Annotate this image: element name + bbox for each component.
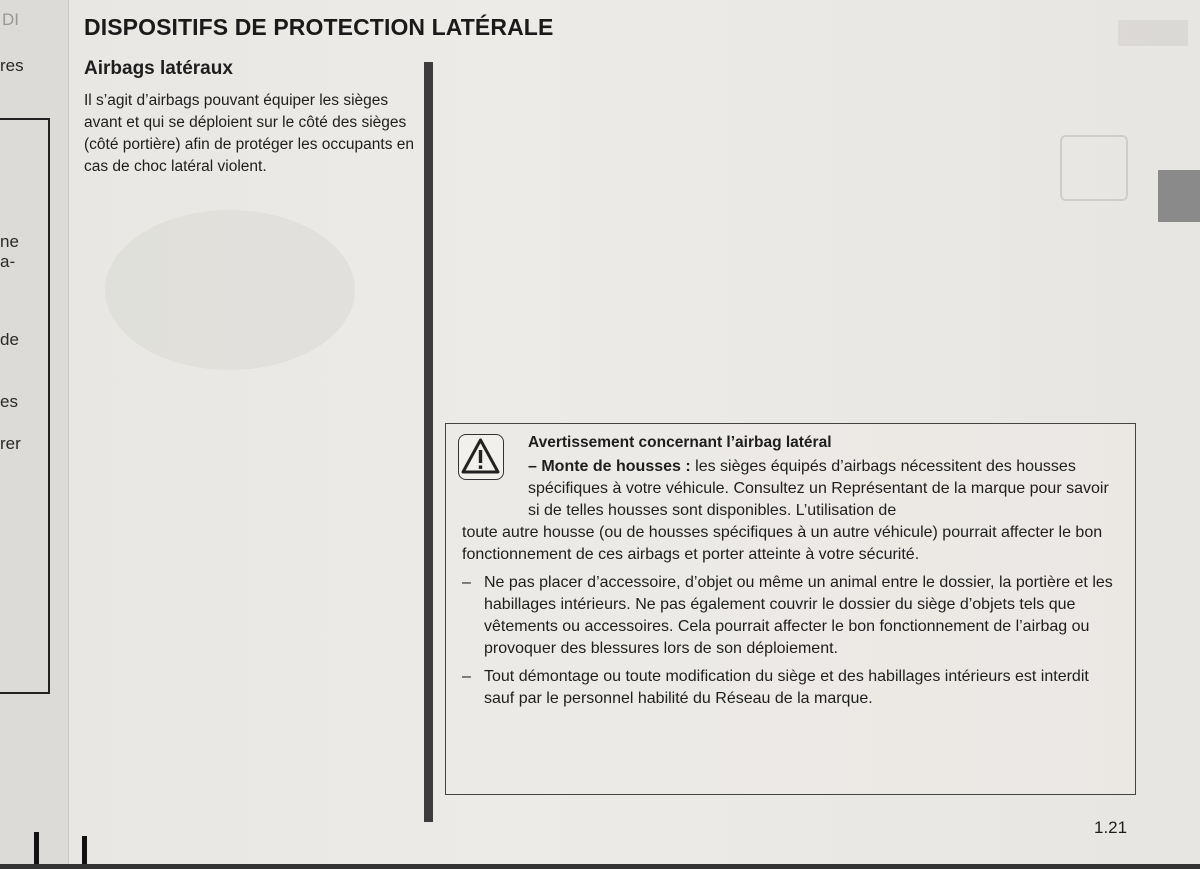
- facing-page-fragment: a-: [0, 252, 16, 271]
- column-rule: [424, 62, 433, 822]
- facing-page-fragment: rer: [0, 434, 21, 453]
- spine-mark: [82, 836, 87, 864]
- intro-paragraph: Il s’agit d’airbags pouvant équiper les sièges avant et qui se déploient sur le côté des sièges (côté portière) afin de protéger les occupants en cas de choc latéral violent.: [84, 92, 414, 175]
- bottom-edge: [0, 864, 1200, 869]
- section-heading: Airbags latéraux: [84, 58, 233, 79]
- chapter-tab: [1158, 170, 1200, 222]
- facing-page-fragment: res: [0, 56, 24, 75]
- warning-box: [445, 423, 1136, 795]
- warning-heading: Avertissement concernant l’airbag latéral: [528, 434, 832, 451]
- show-through-image: [105, 210, 355, 370]
- show-through: [1118, 20, 1188, 46]
- warning-content: [462, 432, 1122, 710]
- facing-page-fragment: de: [0, 330, 19, 349]
- warning-item-label: – Monte de housses :: [528, 458, 691, 475]
- warning-item-objects: – Ne pas placer d’accessoire, d’objet ou même un animal entre le dossier, la portière et les habillages intérieurs. Ne pas également couvrir le dossier du siège d’objets tels que vêtements ou accessoires. Cela pourrait affecter le bon fonctionnement de l’airbag ou provoquer des blessures lors de son déploiement.: [462, 574, 1113, 657]
- spine-mark: [34, 832, 39, 864]
- warning-item-covers: – Monte de housses : les sièges équipés d’airbags nécessitent des housses spécifiques à votre véhicule. Consultez un Représentant de la marque pour savoir si de telles housses sont disponibles. L’utilisation de: [528, 458, 1109, 519]
- warning-item-modification: – Tout démontage ou toute modification du siège et des habillages intérieurs est interdit sauf par le personnel habilité du Réseau de la marque.: [462, 668, 1089, 707]
- show-through-icon: [1060, 135, 1128, 201]
- page-title: DISPOSITIFS DE PROTECTION LATÉRALE: [84, 14, 554, 40]
- warning-item-covers-continued: toute autre housse (ou de housses spécifiques à un autre véhicule) pourrait affecter le bon fonctionnement de ces airbags et porter atteinte à votre sécurité.: [462, 524, 1103, 563]
- facing-page-fragment: DI: [2, 10, 19, 29]
- facing-page-fragment: ne: [0, 232, 19, 251]
- facing-page-fragment: es: [0, 392, 18, 411]
- facing-page-edge: [0, 0, 69, 869]
- page-number: 1.21: [1094, 818, 1128, 837]
